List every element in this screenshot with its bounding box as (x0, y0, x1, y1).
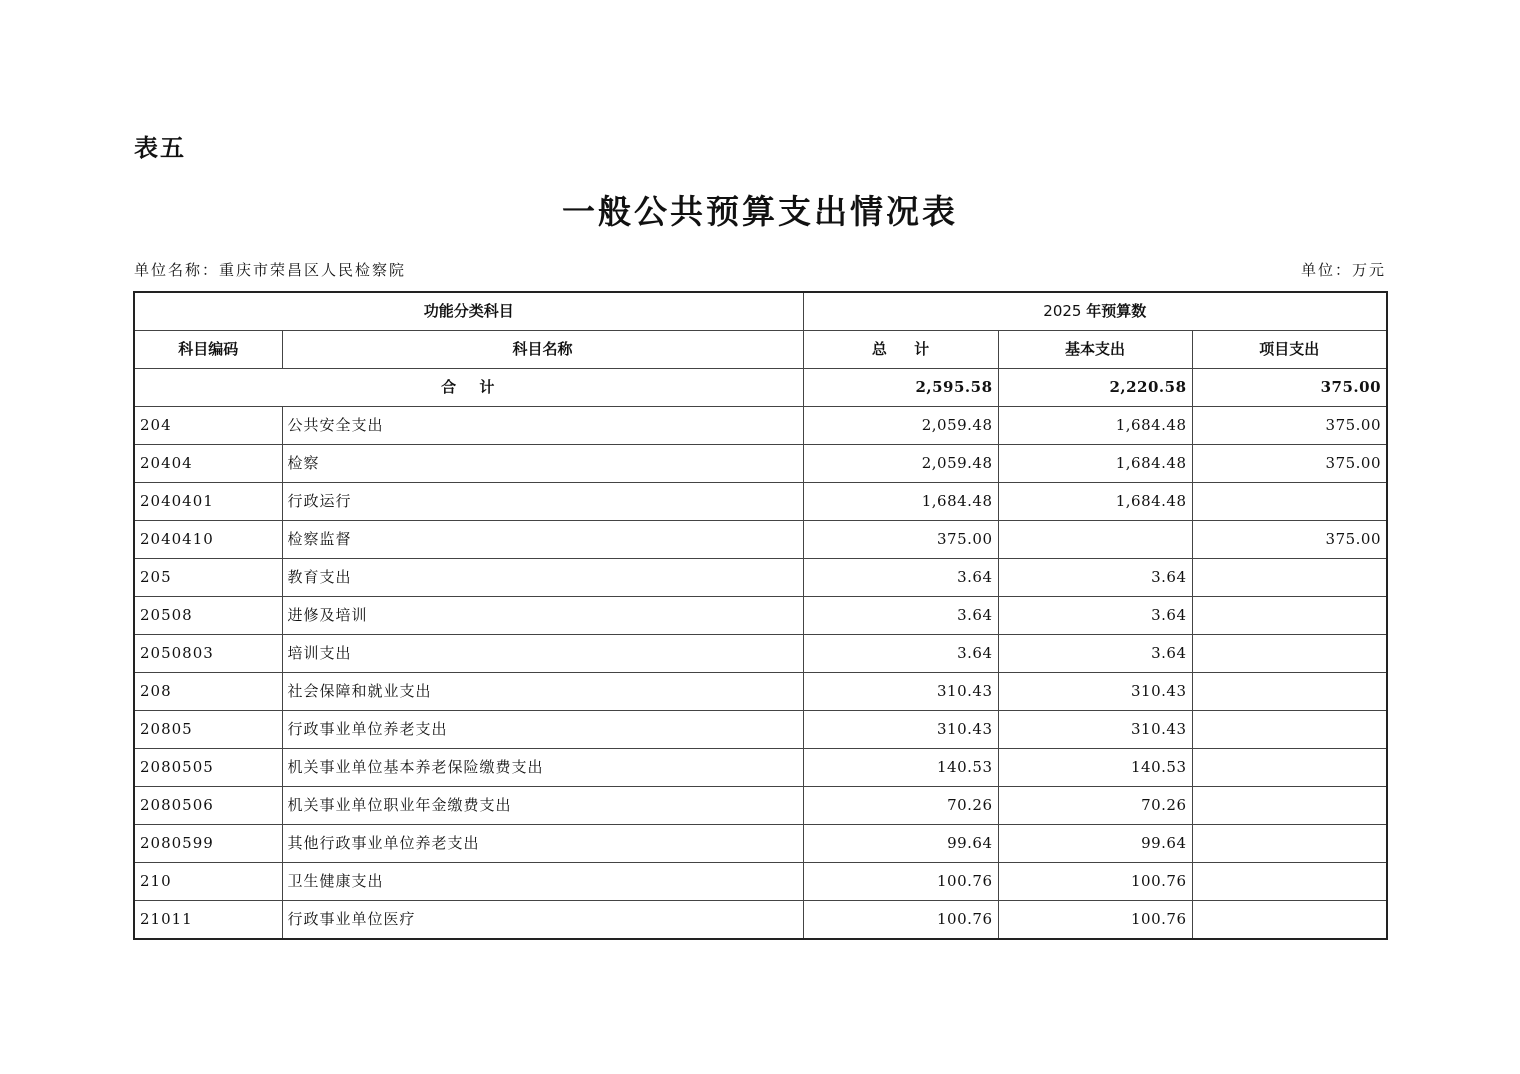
row-code: 2080506 (134, 787, 282, 825)
row-basic: 310.43 (998, 673, 1192, 711)
row-project (1192, 901, 1387, 940)
budget-table (133, 291, 1388, 940)
row-total: 3.64 (803, 597, 998, 635)
header-function-classification: 功能分类科目 (134, 292, 803, 331)
row-total: 310.43 (803, 673, 998, 711)
row-project (1192, 673, 1387, 711)
table-row (134, 635, 1387, 673)
table-row (134, 749, 1387, 787)
header-name: 科目名称 (282, 331, 803, 369)
row-code: 208 (134, 673, 282, 711)
row-name: 机关事业单位基本养老保险缴费支出 (282, 749, 803, 787)
table-row (134, 407, 1387, 445)
header-code: 科目编码 (134, 331, 282, 369)
total-label: 合 计 (134, 369, 803, 407)
row-project (1192, 711, 1387, 749)
header-basic: 基本支出 (998, 331, 1192, 369)
row-code: 2040410 (134, 521, 282, 559)
row-name: 机关事业单位职业年金缴费支出 (282, 787, 803, 825)
row-name: 检察 (282, 445, 803, 483)
budget-year: 2025 (1043, 302, 1082, 320)
header-project: 项目支出 (1192, 331, 1387, 369)
table-row (134, 787, 1387, 825)
currency-unit-label: 单位：万元 (1300, 261, 1386, 279)
row-basic: 99.64 (998, 825, 1192, 863)
total-project: 375.00 (1192, 369, 1387, 407)
row-total: 70.26 (803, 787, 998, 825)
header-column-row (134, 331, 1387, 369)
row-name: 行政事业单位医疗 (282, 901, 803, 940)
row-basic: 1,684.48 (998, 407, 1192, 445)
table-row (134, 901, 1387, 940)
row-total: 99.64 (803, 825, 998, 863)
row-project (1192, 863, 1387, 901)
row-basic: 3.64 (998, 559, 1192, 597)
row-name: 公共安全支出 (282, 407, 803, 445)
total-basic: 2,220.58 (998, 369, 1192, 407)
table-row (134, 445, 1387, 483)
row-name: 行政事业单位养老支出 (282, 711, 803, 749)
row-code: 20508 (134, 597, 282, 635)
row-basic: 3.64 (998, 635, 1192, 673)
row-name: 社会保障和就业支出 (282, 673, 803, 711)
row-total: 100.76 (803, 863, 998, 901)
row-name: 教育支出 (282, 559, 803, 597)
table-row (134, 597, 1387, 635)
table-row (134, 483, 1387, 521)
header-total: 总 计 (803, 331, 998, 369)
header-budget-year (803, 292, 1387, 331)
row-project: 375.00 (1192, 521, 1387, 559)
row-total: 140.53 (803, 749, 998, 787)
row-total: 310.43 (803, 711, 998, 749)
row-total: 3.64 (803, 559, 998, 597)
row-project (1192, 749, 1387, 787)
row-project (1192, 787, 1387, 825)
row-total: 2,059.48 (803, 407, 998, 445)
row-code: 205 (134, 559, 282, 597)
row-code: 2050803 (134, 635, 282, 673)
row-basic: 100.76 (998, 863, 1192, 901)
row-code: 20805 (134, 711, 282, 749)
table-row (134, 825, 1387, 863)
row-basic: 1,684.48 (998, 445, 1192, 483)
row-total: 100.76 (803, 901, 998, 940)
table-row (134, 711, 1387, 749)
row-total: 1,684.48 (803, 483, 998, 521)
row-project (1192, 483, 1387, 521)
budget-year-label: 年预算数 (1086, 302, 1147, 320)
row-basic: 100.76 (998, 901, 1192, 940)
row-basic: 140.53 (998, 749, 1192, 787)
page-title: 一般公共预算支出情况表 (562, 192, 958, 231)
header-group-row (134, 292, 1387, 331)
row-basic: 70.26 (998, 787, 1192, 825)
row-code: 204 (134, 407, 282, 445)
row-code: 2080599 (134, 825, 282, 863)
table-row (134, 863, 1387, 901)
row-name: 培训支出 (282, 635, 803, 673)
table-body (134, 369, 1387, 940)
table-row (134, 521, 1387, 559)
row-basic (998, 521, 1192, 559)
row-name: 卫生健康支出 (282, 863, 803, 901)
row-code: 2080505 (134, 749, 282, 787)
row-total: 3.64 (803, 635, 998, 673)
row-name: 其他行政事业单位养老支出 (282, 825, 803, 863)
row-name: 进修及培训 (282, 597, 803, 635)
row-project (1192, 635, 1387, 673)
table-row (134, 673, 1387, 711)
total-amount: 2,595.58 (803, 369, 998, 407)
row-project (1192, 597, 1387, 635)
row-basic: 1,684.48 (998, 483, 1192, 521)
unit-name-label: 单位名称：重庆市荣昌区人民检察院 (134, 261, 407, 279)
row-total: 375.00 (803, 521, 998, 559)
row-basic: 3.64 (998, 597, 1192, 635)
row-code: 21011 (134, 901, 282, 940)
row-code: 20404 (134, 445, 282, 483)
row-project (1192, 825, 1387, 863)
total-row (134, 369, 1387, 407)
row-basic: 310.43 (998, 711, 1192, 749)
row-code: 2040401 (134, 483, 282, 521)
row-project: 375.00 (1192, 407, 1387, 445)
table-row (134, 559, 1387, 597)
row-project (1192, 559, 1387, 597)
table-number: 表五 (134, 134, 186, 162)
row-code: 210 (134, 863, 282, 901)
row-name: 行政运行 (282, 483, 803, 521)
row-total: 2,059.48 (803, 445, 998, 483)
row-project: 375.00 (1192, 445, 1387, 483)
row-name: 检察监督 (282, 521, 803, 559)
